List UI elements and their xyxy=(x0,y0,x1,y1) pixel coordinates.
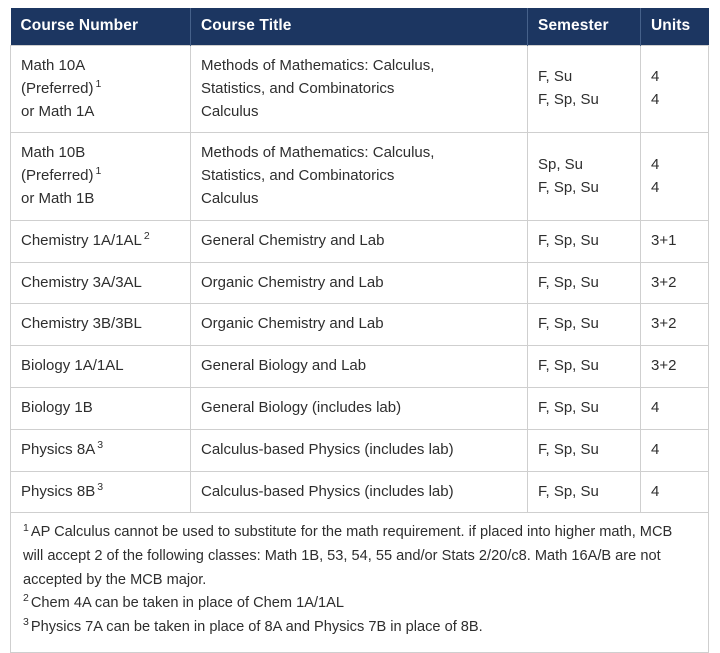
cell-course-title xyxy=(191,346,528,388)
footnotes-cell xyxy=(11,513,709,652)
cell-semester xyxy=(528,471,641,513)
cell-semester-line: F, Sp, Su xyxy=(538,398,599,416)
table-row xyxy=(11,471,709,513)
course-requirements-table-container xyxy=(10,8,708,653)
cell-course-title xyxy=(191,133,528,220)
cell-semester xyxy=(528,304,641,346)
cell-course-number xyxy=(11,471,191,513)
cell-units xyxy=(641,262,709,304)
cell-semester xyxy=(528,46,641,133)
cell-course-number-line: Math 10B xyxy=(21,144,86,162)
footnote-marker: 2 xyxy=(23,592,29,605)
cell-course-number-line: Biology 1A/1AL xyxy=(21,357,124,375)
table-header-row xyxy=(11,8,709,46)
cell-course-number-line: Math 10A xyxy=(21,57,86,74)
cell-units-line: 4 xyxy=(651,155,660,173)
footnote-1 xyxy=(23,521,696,592)
cell-course-title-line: General Biology (includes lab) xyxy=(201,398,402,416)
cell-semester-line: F, Sp, Su xyxy=(538,91,599,109)
cell-course-number xyxy=(11,387,191,429)
cell-units-line: 3+2 xyxy=(651,273,677,291)
cell-semester-line: F, Sp, Su xyxy=(538,178,599,196)
table-row xyxy=(11,220,709,262)
cell-course-number-line: Physics 8A $^3$ xyxy=(21,438,104,458)
footnote-text: AP Calculus cannot be used to substitute for the math requirement. if placed into higher math, MCB will accept 2 of the following classes: Math 1B, 53, 54, 55 and/or Stats 2/20/c8. Math 16A/B are not accepted by the MCB major. xyxy=(23,524,673,588)
cell-semester xyxy=(528,133,641,220)
cell-semester-line: F, Sp, Su xyxy=(538,357,599,375)
table-row xyxy=(11,429,709,471)
cell-course-title xyxy=(191,387,528,429)
cell-semester xyxy=(528,346,641,388)
cell-course-title-line: Organic Chemistry and Lab xyxy=(201,315,384,333)
cell-course-title xyxy=(191,220,528,262)
cell-course-number xyxy=(11,46,191,133)
cell-semester-line: F, Sp, Su xyxy=(538,315,599,333)
footnote-marker: 3 xyxy=(23,616,29,629)
table-row xyxy=(11,133,709,220)
cell-course-number-line: or Math 1B xyxy=(21,189,95,207)
cell-course-title xyxy=(191,304,528,346)
cell-course-title-line: General Chemistry and Lab xyxy=(201,231,385,249)
table-row xyxy=(11,304,709,346)
cell-course-title xyxy=(191,429,528,471)
cell-course-number-line: Physics 8B $^3$ xyxy=(21,480,104,500)
table-row xyxy=(11,346,709,388)
table-row xyxy=(11,262,709,304)
cell-units xyxy=(641,429,709,471)
cell-units-line: 4 xyxy=(651,482,660,500)
cell-course-number xyxy=(11,304,191,346)
cell-units xyxy=(641,133,709,220)
cell-course-title-line: Calculus xyxy=(201,102,259,120)
cell-units-line: 4 xyxy=(651,398,660,416)
footnote-text: Chem 4A can be taken in place of Chem 1A/1AL xyxy=(30,595,344,612)
cell-course-title xyxy=(191,262,528,304)
cell-units xyxy=(641,387,709,429)
footnote-marker: 1 xyxy=(95,77,102,90)
cell-semester-line: F, Sp, Su xyxy=(538,440,599,458)
column-header-course-title: Course Title xyxy=(191,8,528,46)
cell-course-title-line: Calculus-based Physics (includes lab) xyxy=(201,482,454,500)
cell-course-number xyxy=(11,429,191,471)
cell-units-line: 3+2 xyxy=(651,315,677,333)
footnote-text: Physics 7A can be taken in place of 8A and Physics 7B in place of 8B. xyxy=(30,618,483,635)
cell-units-line: 4 xyxy=(651,178,660,196)
footnote-marker: 1 xyxy=(95,165,102,178)
column-header-course-number: Course Number xyxy=(11,8,191,46)
course-requirements-table xyxy=(10,8,709,653)
cell-course-number-line: (Preferred) $^1$ xyxy=(21,77,102,97)
cell-semester xyxy=(528,429,641,471)
cell-units-line: 3+1 xyxy=(651,231,677,249)
cell-units-line: 4 xyxy=(651,68,660,86)
cell-course-number-line: Chemistry 3A/3AL xyxy=(21,273,142,291)
cell-semester-line: Sp, Su xyxy=(538,155,584,173)
cell-course-number xyxy=(11,133,191,220)
table-row xyxy=(11,46,709,133)
cell-course-title-line: General Biology and Lab xyxy=(201,357,367,375)
cell-semester-line: F, Sp, Su xyxy=(538,231,599,249)
footnote-marker: 1 xyxy=(23,521,29,534)
cell-semester-line: F, Su xyxy=(538,68,573,86)
cell-course-number xyxy=(11,262,191,304)
column-header-units: Units xyxy=(641,8,709,46)
cell-course-title-line: Methods of Mathematics: Calculus, xyxy=(201,144,435,162)
cell-semester-line: F, Sp, Su xyxy=(538,482,599,500)
cell-units xyxy=(641,304,709,346)
cell-course-title xyxy=(191,471,528,513)
cell-course-number-line: Biology 1B xyxy=(21,398,93,416)
table-body xyxy=(11,46,709,653)
footnote-3 xyxy=(23,616,696,640)
cell-course-title-line: Calculus-based Physics (includes lab) xyxy=(201,440,454,458)
cell-course-title-line: Statistics, and Combinatorics xyxy=(201,167,395,185)
cell-course-number-line: (Preferred) $^1$ xyxy=(21,165,102,185)
cell-course-title-line: Calculus xyxy=(201,189,259,207)
cell-units-line: 3+2 xyxy=(651,357,677,375)
table-row xyxy=(11,387,709,429)
cell-units xyxy=(641,471,709,513)
cell-units-line: 4 xyxy=(651,440,660,458)
cell-units xyxy=(641,346,709,388)
cell-course-number-line: Chemistry 1A/1AL $^2$ xyxy=(21,229,150,249)
cell-units xyxy=(641,220,709,262)
table-header xyxy=(11,8,709,46)
cell-course-title-line: Statistics, and Combinatorics xyxy=(201,79,395,97)
column-header-semester: Semester xyxy=(528,8,641,46)
cell-course-number-line: or Math 1A xyxy=(21,102,95,120)
cell-semester xyxy=(528,262,641,304)
cell-course-number-line: Chemistry 3B/3BL xyxy=(21,315,142,333)
footnote-marker: 2 xyxy=(143,229,150,242)
cell-course-title xyxy=(191,46,528,133)
cell-semester xyxy=(528,220,641,262)
cell-course-number xyxy=(11,220,191,262)
cell-semester xyxy=(528,387,641,429)
cell-course-title-line: Methods of Mathematics: Calculus, xyxy=(201,57,435,74)
cell-semester-line: F, Sp, Su xyxy=(538,273,599,291)
footnote-marker: 3 xyxy=(97,480,104,493)
footnote-marker: 3 xyxy=(97,438,104,451)
footnotes-row xyxy=(11,513,709,652)
footnote-2 xyxy=(23,592,696,616)
cell-course-title-line: Organic Chemistry and Lab xyxy=(201,273,384,291)
cell-units xyxy=(641,46,709,133)
cell-units-line: 4 xyxy=(651,91,660,109)
cell-course-number xyxy=(11,346,191,388)
